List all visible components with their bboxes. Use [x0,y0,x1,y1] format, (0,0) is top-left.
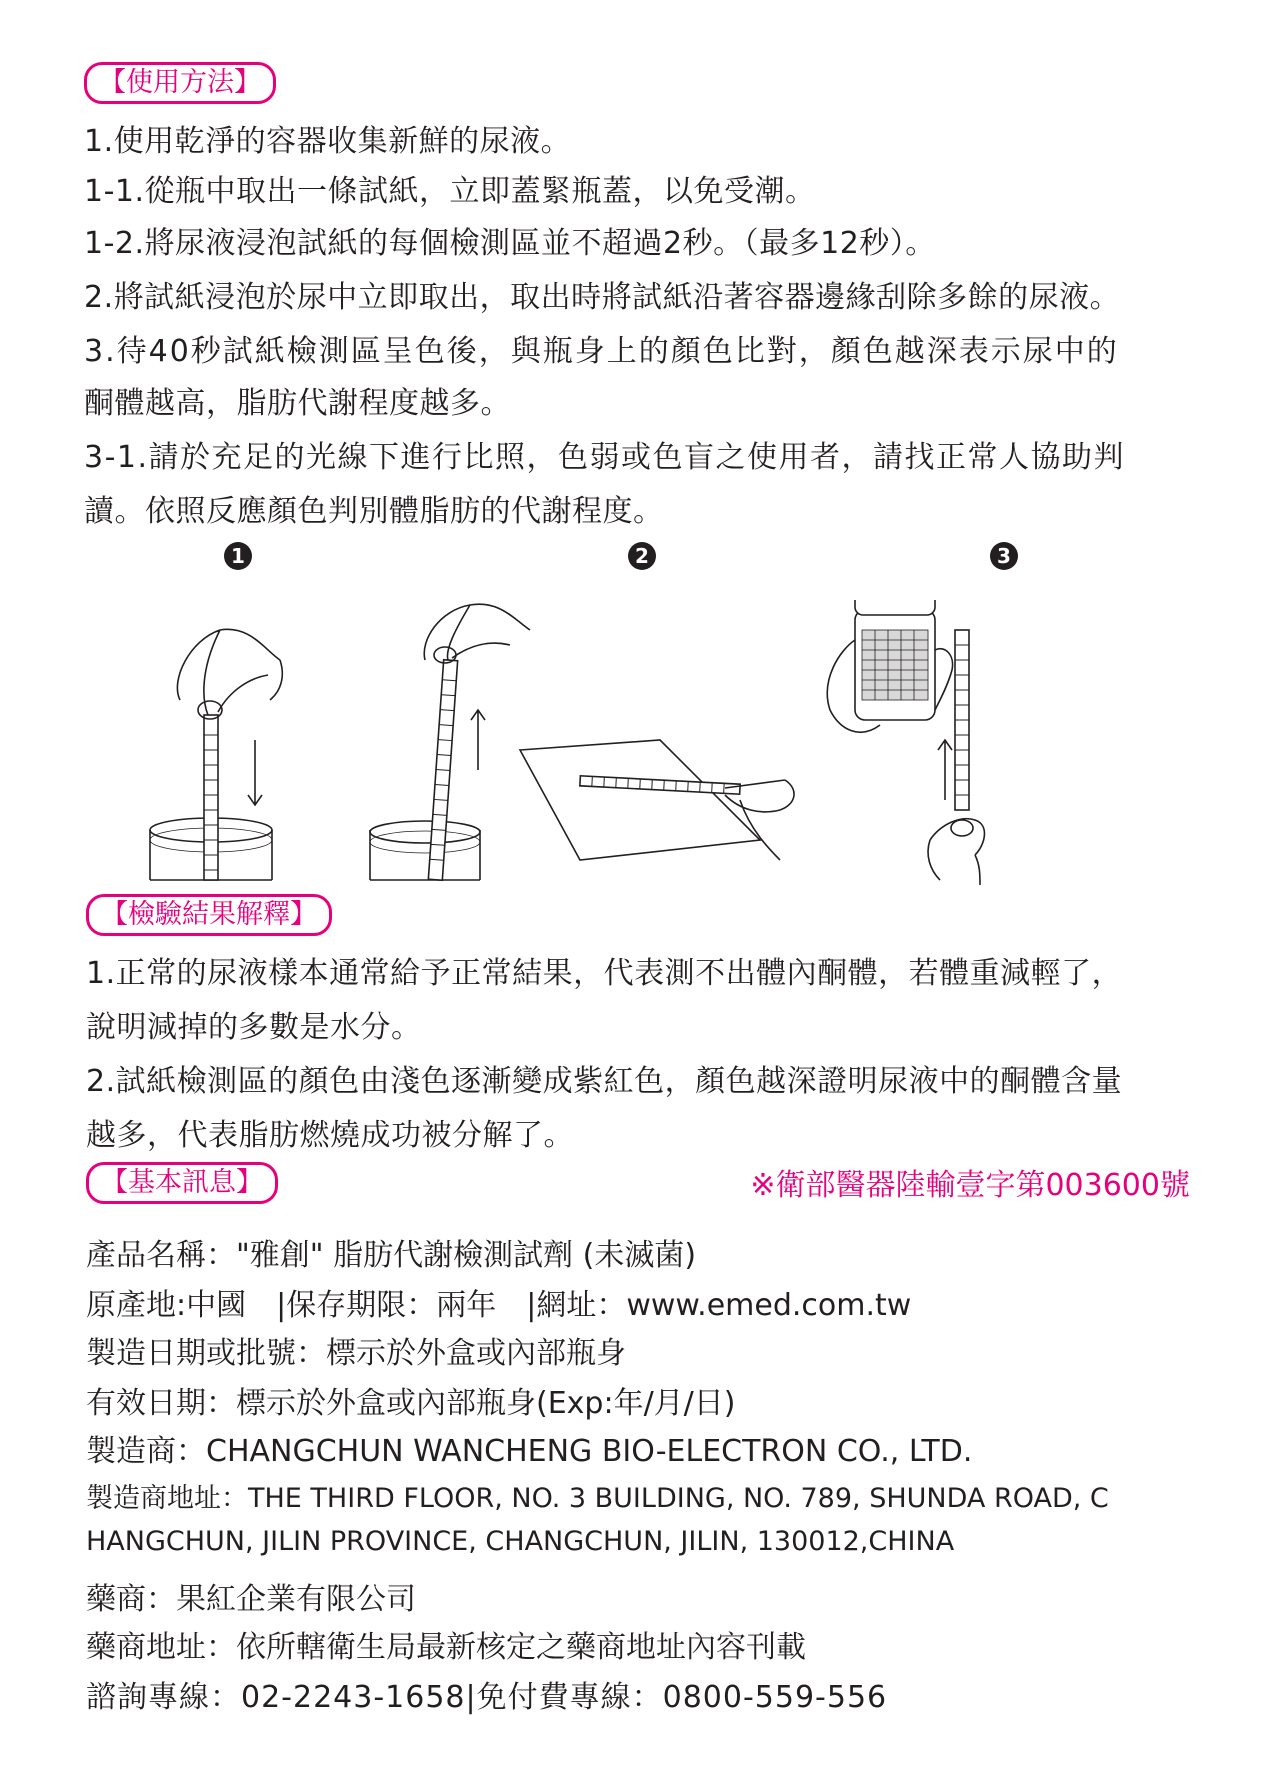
manufacturer: 製造商：CHANGCHUN WANCHENG BIO-ELECTRON CO., LTD. [86,1434,973,1469]
distributor: 藥商：果紅企業有限公司 [86,1582,416,1617]
usage-line-2: 1-1.從瓶中取出一條試紙，立即蓋緊瓶蓋，以免受潮。 [84,174,816,209]
manufacture-date: 製造日期或批號：標示於外盒或內部瓶身 [86,1336,626,1371]
origin-expiry-website: 原產地:中國 |保存期限：兩年 |網址：www.emed.com.tw [86,1288,912,1323]
usage-line-5: 3.待40秒試紙檢測區呈色後，與瓶身上的顏色比對，顏色越深表示尿中的 [84,334,1119,369]
results-line-4: 越多，代表脂肪燃燒成功被分解了。 [86,1118,574,1153]
usage-line-3: 1-2.將尿液浸泡試紙的每個檢測區並不超過2秒。（最多12秒）。 [84,226,936,261]
results-line-3: 2.試紙檢測區的顏色由淺色逐漸變成紫紅色，顏色越深證明尿液中的酮體含量 [86,1064,1123,1099]
registration-number: ※衛部醫器陸輸壹字第003600號 [750,1168,1190,1203]
step-number-2: 2 [628,542,656,570]
scene-2-lift-strip [370,604,530,880]
usage-line-7: 3-1.請於充足的光線下進行比照，色弱或色盲之使用者，請找正常人協助判 [84,440,1126,475]
scene-2-wipe-paper [520,740,794,860]
distributor-address: 藥商地址：依所轄衛生局最新核定之藥商地址內容刊載 [86,1630,806,1665]
step-number-1: 1 [224,542,252,570]
step-number-3: 3 [990,542,1018,570]
basic-info-section-tag: 【基本訊息】 [86,1162,278,1204]
results-line-1: 1.正常的尿液樣本通常給予正常結果，代表測不出體內酮體，若體重減輕了， [86,956,1123,991]
usage-line-6: 酮體越高，脂肪代謝程度越多。 [84,386,511,421]
usage-line-1: 1.使用乾淨的容器收集新鮮的尿液。 [84,124,572,159]
scene-1-dip-strip [150,629,282,880]
results-section-tag: 【檢驗結果解釋】 [86,894,332,936]
scene-3-compare-bottle [827,600,984,885]
manufacturer-address-line-2: HANGCHUN, JILIN PROVINCE, CHANGCHUN, JILIN, 130012,CHINA [86,1526,955,1557]
usage-section-tag: 【使用方法】 [84,62,276,104]
expiry-date: 有效日期：標示於外盒或內部瓶身(Exp:年/月/日) [86,1386,736,1421]
contact-hotlines: 諮詢專線：02-2243-1658|免付費專線：0800-559-556 [86,1680,888,1715]
manufacturer-address-line-1: 製造商地址：THE THIRD FLOOR, NO. 3 BUILDING, NO. 789, SHUNDA ROAD, C [86,1483,1109,1514]
test-procedure-illustration [140,600,1140,890]
results-line-2: 說明減掉的多數是水分。 [86,1010,422,1045]
usage-line-8: 讀。依照反應顏色判別體脂肪的代謝程度。 [84,494,664,529]
product-name: 產品名稱："雅創" 脂肪代謝檢測試劑 (未滅菌) [86,1238,697,1273]
usage-line-4: 2.將試紙浸泡於尿中立即取出，取出時將試紙沿著容器邊緣刮除多餘的尿液。 [84,280,1121,315]
